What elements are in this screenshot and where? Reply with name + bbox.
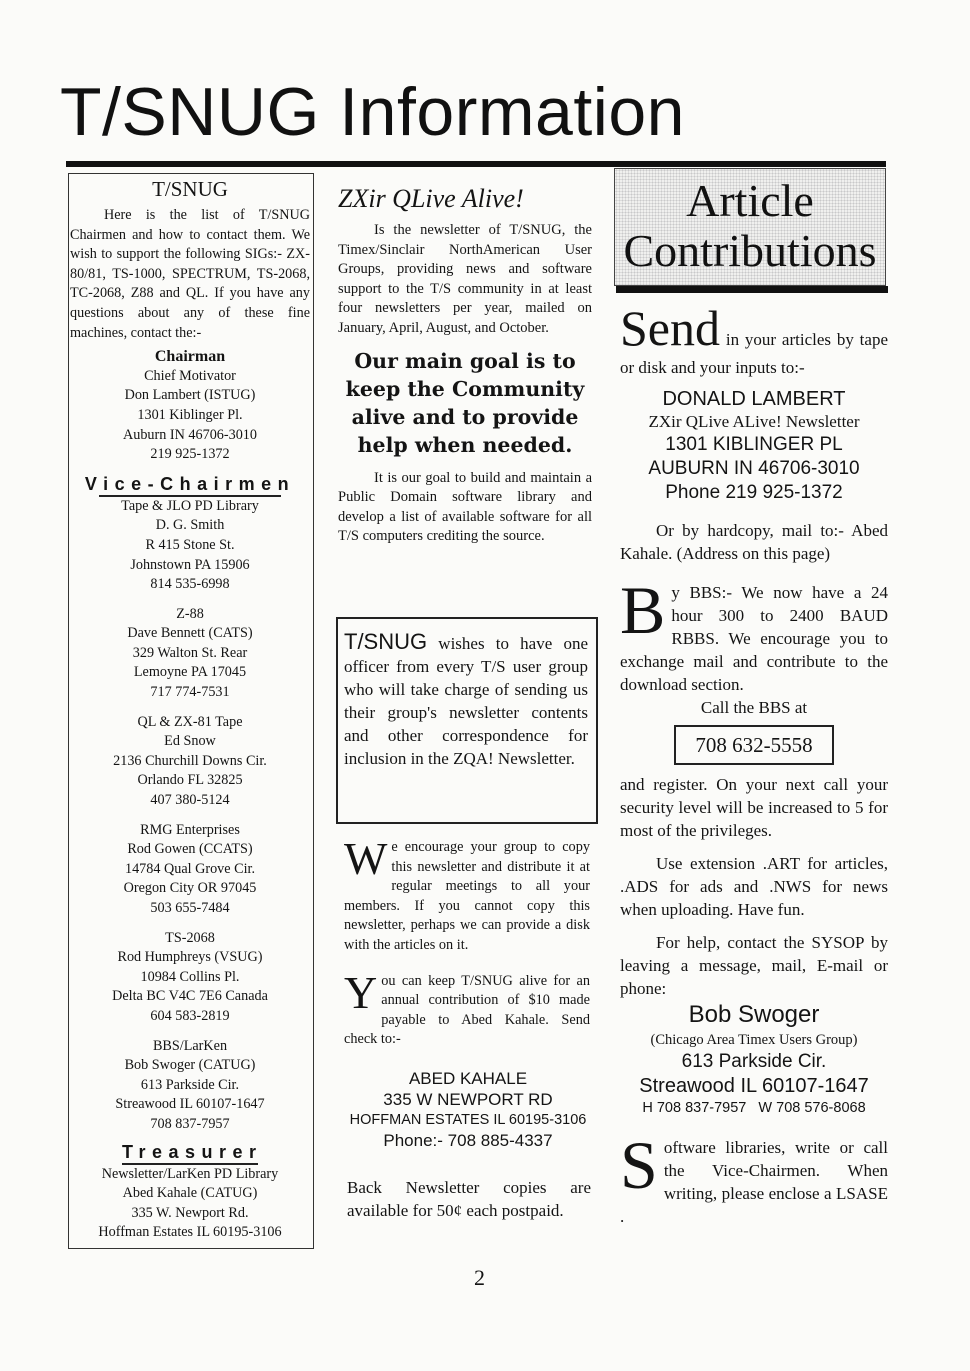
vice-contact: [70, 605, 310, 703]
contact-line: Oregon City OR 97045: [123, 880, 257, 897]
sysop-group: (Chicago Area Timex Users Group): [650, 1032, 858, 1048]
contact-line: 604 583-2819: [150, 1007, 230, 1024]
drop-cap: B: [620, 572, 666, 648]
middle-column: [338, 183, 592, 547]
vice-chairmen-title: Vice-Chairmen: [84, 473, 296, 494]
middle-lower: [344, 833, 590, 1050]
software-text: oftware libraries, write or call the Vice-Chairmen. When writing, please enclose a LSASE .: [620, 1138, 888, 1226]
contact-phone: Phone 219 925-1372: [665, 482, 843, 503]
contact-line: D. G. Smith: [155, 517, 225, 534]
contact-line: Ed Snow: [164, 733, 216, 750]
contact-line: 814 535-6998: [150, 576, 230, 593]
contact-line: Auburn IN 46706-3010: [123, 426, 257, 443]
address-phone: Phone:- 708 885-4337: [383, 1131, 553, 1150]
sysop-city: Streawood IL 60107-1647: [639, 1075, 869, 1097]
left-column: [70, 176, 310, 1243]
contact-line: Chief Motivator: [144, 367, 236, 384]
send-big-word: Send: [620, 300, 720, 356]
send-paragraph: [620, 300, 888, 379]
treasurer-title: Treasurer: [122, 1141, 263, 1162]
contact-line: Z-88: [176, 605, 204, 622]
contact-line: Bob Swoger (CATUG): [124, 1057, 256, 1074]
contact-line: BBS/LarKen: [152, 1037, 228, 1054]
contact-line: Rod Humphreys (VSUG): [117, 949, 263, 966]
article-header-line: Contributions: [623, 225, 877, 276]
contact-name: DONALD LAMBERT: [662, 388, 846, 410]
right-column: [620, 300, 888, 1228]
contact-line: Lemoyne PA 17045: [133, 664, 247, 681]
contact-line: Abed Kahale (CATUG): [122, 1185, 258, 1202]
contact-line: 329 Walton St. Rear: [132, 644, 248, 661]
encourage-paragraph: [344, 833, 590, 956]
article-header-line: Article: [686, 175, 814, 226]
page-title: T/SNUG Information: [60, 74, 685, 150]
hardcopy-paragraph: Or by hardcopy, mail to:- Abed Kahale. (Address on this page): [620, 521, 888, 563]
contribution-paragraph: [344, 966, 590, 1050]
sysop-street: 613 Parkside Cir.: [681, 1051, 827, 1072]
contact-line: RMG Enterprises: [140, 821, 240, 838]
bbs-phone-box: 708 632-5558: [674, 725, 834, 765]
page-number: 2: [474, 1265, 485, 1290]
contact-line: 14784 Qual Grove Cir.: [124, 860, 256, 877]
left-heading: T/SNUG: [152, 177, 228, 201]
contact-line: Hoffman Estates IL 60195-3106: [98, 1224, 282, 1241]
callout-body: wishes to have one officer from every T/S user group who will take charge of sending us their group's newsletter contents and other correspondence for inclusion in the ZQA! Newsletter.: [344, 634, 588, 768]
contact-line: 407 380-5124: [150, 792, 230, 809]
drop-cap: S: [620, 1127, 658, 1203]
call-bbs-label: Call the BBS at: [700, 698, 808, 717]
sysop-name: Bob Swoger: [688, 1001, 820, 1028]
contact-line: TS-2068: [165, 929, 215, 946]
contribution-text: ou can keep T/SNUG alive for an annual contribution of $10 made payable to Abed Kahale. Send check to:-: [344, 972, 590, 1048]
contact-street: 1301 KIBLINGER PL: [665, 434, 843, 455]
software-paragraph: [620, 1127, 888, 1228]
contact-line: Rod Gowen (CCATS): [127, 841, 253, 858]
contact-line: 2136 Churchill Downs Cir.: [113, 752, 267, 769]
address-city: HOFFMAN ESTATES IL 60195-3106: [349, 1112, 587, 1128]
vice-contact: [70, 713, 310, 811]
sysop-phones: H 708 837-7957 W 708 576-8068: [642, 1100, 866, 1116]
officer-callout-text: [344, 630, 588, 770]
address-street: 335 W NEWPORT RD: [383, 1090, 553, 1109]
contact-line: 1301 Kiblinger Pl.: [137, 406, 243, 423]
vice-contact: [70, 497, 310, 595]
contact-line: Don Lambert (ISTUG): [124, 387, 256, 404]
main-goal: Our main goal is to keep the Community alive and to provide help when needed.: [345, 348, 585, 457]
back-issues-note: Back Newsletter copies are available for 50¢ each postpaid.: [347, 1178, 591, 1220]
contact-line: 717 774-7531: [150, 684, 230, 701]
callout-lead: T/SNUG: [344, 629, 428, 654]
article-header-rule: [616, 286, 888, 293]
bbs-paragraph: [620, 572, 888, 696]
send-text: in your articles by tape or disk and your inputs to:-: [620, 330, 888, 377]
contact-line: Streawood IL 60107-1647: [115, 1096, 265, 1113]
bbs-text: y BBS:- We now have a 24 hour 300 to 2400 BAUD RBBS. We encourage you to exchange mail and contribute to the download section.: [620, 583, 888, 694]
contact-line: 219 925-1372: [150, 446, 230, 463]
chairman-title: Chairman: [154, 348, 226, 366]
left-intro: Here is the list of T/SNUG Chairmen and how to contact them. We wish to support the following SIGs:- ZX-80/81, TS-1000, SPECTRUM, TS-2068, TC-2068, Z88 and QL. If you have any questions about any of these fine machines, contact the:-: [70, 207, 310, 341]
encourage-text: e encourage your group to copy this newsletter and distribute it at regular meetings to all your members. If you cannot copy this newsletter, perhaps we can provide a disk with the articles on it.: [344, 839, 590, 953]
drop-cap: Y: [344, 966, 378, 1018]
contact-line: Delta BC V4C 7E6 Canada: [112, 988, 268, 1005]
contact-newsletter: ZXir QLive ALive! Newsletter: [648, 412, 860, 431]
contact-line: 335 W. Newport Rd.: [131, 1204, 249, 1221]
goal-paragraph: It is our goal to build and maintain a Public Domain software library and develop a list of available software for all T/S computers crediting the source.: [338, 469, 592, 545]
register-paragraph: and register. On your next call your security level will be increased to 5 for most of the privileges.: [620, 775, 888, 840]
contact-line: Dave Bennett (CATS): [127, 625, 253, 642]
newsletter-intro: Is the newsletter of T/SNUG, the Timex/Sinclair NorthAmerican User Groups, providing news and software support to the T/S community in at least four newsletters per year, mailed on January, April, August, and October.: [338, 222, 592, 336]
vice-contact: [70, 1037, 310, 1135]
treasurer-contact: [70, 1165, 310, 1243]
newsletter-title: ZXir QLive Alive!: [338, 184, 524, 213]
vice-contact: [70, 821, 310, 919]
drop-cap: W: [344, 833, 388, 884]
contact-line: 503 655-7484: [150, 900, 230, 916]
treasurer-address: [330, 1068, 606, 1151]
address-name: ABED KAHALE: [408, 1069, 528, 1088]
contact-line: Newsletter/LarKen PD Library: [101, 1165, 279, 1182]
contact-line: Tape & JLO PD Library: [121, 497, 259, 514]
article-header-title: [614, 176, 886, 276]
contact-city: AUBURN IN 46706-3010: [648, 458, 860, 479]
title-rule: [66, 161, 886, 167]
extensions-paragraph: Use extension .ART for articles, .ADS for ads and .NWS for news when uploading. Have fun.: [620, 854, 888, 919]
contact-line: QL & ZX-81 Tape: [137, 713, 243, 730]
vice-contact: [70, 929, 310, 1027]
contact-line: 10984 Collins Pl.: [140, 968, 240, 985]
contact-line: Johnstown PA 15906: [130, 556, 250, 573]
contact-line: 613 Parkside Cir.: [140, 1076, 240, 1093]
contact-line: 708 837-7957: [150, 1115, 230, 1132]
help-paragraph: For help, contact the SYSOP by leaving a message, mail, E-mail or phone:: [620, 933, 888, 998]
contact-line: R 415 Stone St.: [145, 536, 235, 553]
contact-line: Orlando FL 32825: [137, 772, 243, 789]
chairman-contact: [70, 367, 310, 465]
